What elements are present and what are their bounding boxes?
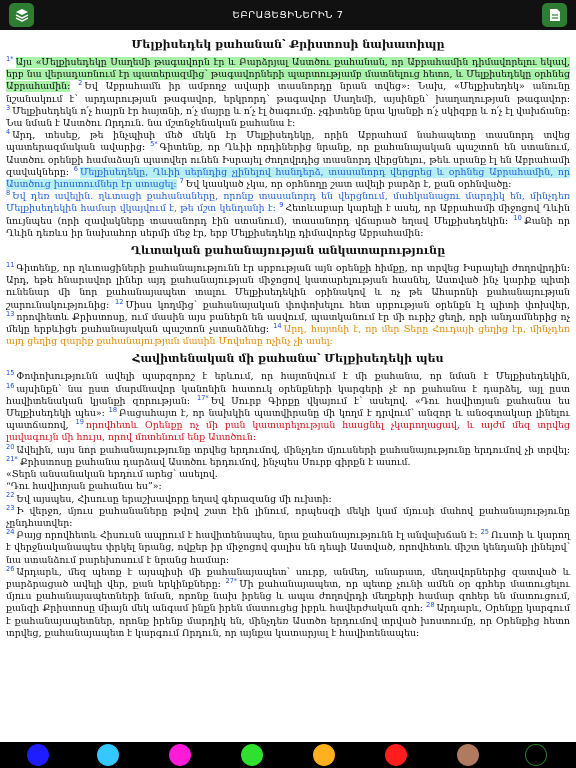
verse-text[interactable]: Բացահայտ է, որ նախկին պատվիրանը մի կողմ է դրվում՝ անզոր և անօգտակար լինելու պատճառով,	[6, 408, 571, 432]
verse-number[interactable]: 19	[75, 418, 84, 427]
verse-number[interactable]: 17*	[197, 393, 209, 402]
verse-number[interactable]: 22	[6, 491, 15, 500]
section-heading: Մելքիսեդեկ քահանան՝ Քրիստոսի նախատիպը	[131, 38, 445, 51]
color-swatch-orange[interactable]	[313, 744, 335, 766]
verse-text[interactable]: այսինքն՝ նա ըստ մարմնավոր կանոնին հատուկ օրենքների կարգերի չէ որ քահանա է դարձել, այլ ըստ հավիտենական կյանքի զորության:	[6, 383, 570, 407]
color-swatch-sky[interactable]	[97, 744, 119, 766]
chapter-title[interactable]: ԵԲՐԱՅԵՑԻՆԵՐԻՆ 7	[232, 9, 344, 21]
verse-text[interactable]: Փոփոխությունն ավելի պարզորոշ է երևում, որ հայտնվում է մի քահանա, որ նման է Մելքիսեդեկին,	[16, 371, 570, 383]
color-swatch-red[interactable]	[385, 744, 407, 766]
paragraph	[6, 371, 570, 444]
paragraph	[6, 481, 570, 493]
color-swatch-brown[interactable]	[457, 744, 479, 766]
paragraph	[6, 491, 570, 506]
verse-number[interactable]: 15	[6, 369, 15, 378]
color-swatch-none[interactable]	[525, 744, 547, 766]
verse-text[interactable]: Եվ կասկած չկա, որ օրհնողը շատ ավելի բարձր է, քան օրհնվածը:	[185, 179, 512, 191]
verse-number[interactable]: 23	[6, 503, 15, 512]
section-heading: Հավիտենական մի քահանա՝ Մելքիսեդեկի պես	[132, 352, 444, 366]
verse-text[interactable]: Գիտենք, որ Ղևիի որդիներից նրանք, որ քահանայական պաշտոն են ստանում, Աստծու օրենքի համաձայն պատվեր ունեն Իսրայել ժողովրդից տասնորդ վերցնելու, թեև սրանք էլ են Աբրահամի զավակները:	[6, 142, 570, 178]
verse-text[interactable]: որովհետև Օրենքը ոչ մի բան կատարելության հասցնել չկարողացավ, և այժմ մեզ տրվեց լավագույն մի հույս, որով մոտենում ենք Աստծուն:	[6, 420, 570, 444]
verse-text[interactable]: Քանի որ Ղևին դեռևս իր նախահոր սերմի մեջ էր, երբ Մելքիսեդեկը դիմավորեց Աբրահամին:	[6, 215, 570, 239]
verse-number[interactable]: 4	[6, 128, 11, 137]
paragraph	[6, 503, 570, 530]
verse-text[interactable]: Արդարև, մեզ պետք է այսպիսի մի քահանայապետ՝ սուրբ, անմեղ, անարատ, մեղավորներից զատված և բարձրացած ավելի վեր, քան երկինքները:	[6, 566, 570, 590]
paragraph	[6, 130, 570, 191]
color-swatch-blue[interactable]	[27, 744, 49, 766]
verse-text[interactable]: Այս «Մելքիսեդեկը Սաղեմի թագավորն էր և Բարձրյալ Աստծու քահանան, որ Աբրահամին դիմավորելու եկավ, երբ նա վերադառնում էր պատերազմից՝ թագավորների պարտությամբ մատնելուց հետո, և Մելքիսեդեկը օրհնեց Աբրահամին:	[6, 57, 570, 93]
verse-text[interactable]: Արդ, հայտնի է, որ մեր Տերը Հուդայի ցեղից էր, մինչդեռ այդ ցեղից զարիք քահանայության մասին Մովսեսը ոչինչ չի ասել:	[6, 324, 570, 348]
verse-text[interactable]: որովհետև Քրիստոսը, ում մասին այս բաներն են ասվում, պատկանում էր մի ուրիշ ցեղի, որի անդամներից ոչ մեկը երբևիցե քահանայական պաշտոն չստանձնեց:	[6, 311, 570, 336]
verse-number[interactable]: 2	[78, 79, 83, 88]
verse-number[interactable]: 25	[480, 527, 489, 536]
verse-number[interactable]: 8	[6, 189, 11, 198]
color-swatch-magenta[interactable]	[169, 744, 191, 766]
verse-number[interactable]: 1*	[6, 54, 14, 63]
verse-text[interactable]: “Դու հավիտյան քահանա ես”»:	[6, 481, 162, 493]
verse-text[interactable]: «Տերն անսանական երդում արեց՝ ասելով.	[6, 469, 218, 481]
verse-text[interactable]: Ուստի և կարող է վերջնականապես փրկել նրանց, ովքեր իր միջոցով գալիս են դեպի Աստված, որովհետև միշտ կենդանի լինելով՝ նա ստանձում բարեխոսում է նրանց համար:	[6, 530, 570, 566]
verse-number[interactable]: 11	[6, 260, 15, 269]
verse-number[interactable]: 18	[108, 405, 118, 414]
paragraph	[6, 527, 570, 567]
verse-text[interactable]: Եվ Սուրբ Գիրքը վկայում է՝ ասելով. «Դու հավիտյան քահանա ես Մելքիսեդեկի պես»:	[6, 395, 570, 420]
verse-text[interactable]: Հետևաբար կարելի է ասել, որ Աբրահամի միջոցով Ղևին նույնպես (որի զավակները տասանորդ էին ստանում), տասանորդ վճարած եղավ Մելքիսեդեկին:	[6, 203, 570, 227]
paragraph	[6, 260, 570, 348]
verse-number[interactable]: 6	[73, 164, 78, 173]
paragraph	[6, 191, 570, 240]
verse-text[interactable]: Մելքիսեդեկն ո՛չ հայրն էր հայտնի, ո՛չ մայրը և ո՛չ էլ ծագումը. չգիտենք նրա կյանքի ո՛չ սկիզբը և ո՛չ էլ վախճանը: Նա նման է Աստծու Որդուն. նա մշտնջենական քահանա է:	[6, 105, 570, 130]
section-heading: Ղևտական քահանայության անկատարությունը	[130, 244, 446, 258]
verse-text[interactable]: Եվ այսպես, Հիսուսը երաշխավորը եղավ գերազանց մի ուխտի:	[16, 493, 332, 505]
verse-number[interactable]: 28	[426, 601, 435, 610]
verse-number[interactable]: 21*	[6, 454, 18, 463]
chapter-content[interactable]	[0, 30, 576, 742]
verse-number[interactable]: 14	[273, 321, 282, 330]
verse-number[interactable]: 10	[513, 213, 522, 222]
verse-number[interactable]: 7	[179, 176, 184, 185]
verse-number[interactable]: 16	[6, 381, 15, 390]
paragraph	[6, 54, 570, 130]
verse-text[interactable]: Բայց որովհետև Հիսուսն ապրում է հավիտենապես, նրա քահանայությունն էլ անվախճան է:	[16, 530, 478, 542]
verse-text[interactable]: Գիտենք, որ ղևտացիների քահանայությունն էր սրբության այն օրենքի հիմքը, որ տրվեց Իսրայելի ժողովրդին: Արդ, եթե հնարավոր լիներ այդ քահանայության միջոցով կատարելության հասնել, Աստված ինչ կարիք պիտի ունենար մի նոր քահանայապետ տալու Մելքիսեդեկին օրինակով և ոչ թե Ահարոնի քահանայության շարունակությունից:	[6, 263, 570, 311]
verse-number[interactable]: 5*	[150, 140, 158, 149]
verse-text[interactable]: Միսս կողմից՝ քահանայական փոփոխելու հետ սրբության օրենքն էլ պիտի փոխվեր,	[125, 299, 570, 311]
verse-text[interactable]: Մելքիսեդեկը, Ղևիի սերնդից չլինելով հանդերձ, տասանորդ վերցրեց և օրհնեց Աբրահամին, որ Աստծուց խոստումներ էր ստացել:	[6, 166, 571, 191]
verse-number[interactable]: 20	[6, 442, 15, 451]
verse-text[interactable]: Ի վերջո, մյուս քահանաները թվով շատ էին լինում, որպեսզի մեկի կամ մյուսի մահով քահանայությունը չընդհատվեր:	[6, 505, 570, 529]
document-button[interactable]	[542, 3, 567, 27]
verse-number[interactable]: 3	[6, 103, 11, 112]
paragraph	[6, 564, 571, 640]
verse-text[interactable]: Արդ, տեսեք, թե ինչպիսի մեծ մեկն էր Մելքիսեդեկը, որին Աբրահամ նահապետը տասնորդ տվեց պատերազմական ավարից:	[6, 130, 570, 154]
verse-number[interactable]: 9	[279, 201, 284, 210]
verse-number[interactable]: 13	[6, 309, 15, 318]
verse-text[interactable]: Եվ դեռ ավելին. ղևտացի քահանաները, որոնք տասանորդ են վերցնում, մահկանացու մարդիկ են, մինչդեռ Մելքիսեդեկին համար վկայվում է, թե մշտ կենդանի է:	[6, 191, 570, 215]
paragraph	[6, 442, 570, 469]
highlight-color-palette	[0, 742, 576, 768]
verse-text[interactable]: Քրիստոսը քահանա դարձավ Աստծու երդումով, ինչպես Սուրբ գիրքն է ասում.	[19, 456, 411, 468]
layers-button[interactable]	[9, 3, 34, 27]
color-swatch-green[interactable]	[241, 744, 263, 766]
verse-text[interactable]: Մի քահանայապետ, որ պետք չունի ամեն օր գրհեր մատուցելու մյուս քահանայապետների նման, որոնք նախ իրենց և ապա ժողովրդի մեղքերի համար զոհեր են մատուցում, քանզի Քրիստոսը միայն մեկ անգամ ինքն իրեն մատուցեց իբրև հավերժական զոհ:	[6, 578, 571, 615]
top-bar	[0, 0, 576, 30]
verse-text[interactable]: Եվ Աբրահամն իր ամբողջ ավարի տասնորդը նրան տվեց»: Նախ, «Մելքիսեդեկ» անունը նշանակում է՝ արդարության թագավոր, երկրորդ՝ թագավոր Սաղեմի, այսինքն՝ խաղաղության թագավոր:	[6, 81, 570, 105]
verse-number[interactable]: 12	[115, 297, 124, 306]
document-icon	[549, 8, 561, 22]
verse-text[interactable]: Արդարև, Օրենքը կարգում է քահանայապետներ, որոնք իրենք մարդիկ են, մինչդեռ Աստծո երդումով տրված խոստումը, որ Օրենքից հետո տրվեց, քահանայապետ է կարգում Որդուն, որ այնքա կատարյալ է հավիտենապես:	[6, 603, 570, 639]
verse-text[interactable]: Ավելին, այս նոր քահանայությունը տրվեց երդումով, մինչդեռ մյուսների քահանայությունը երդումով չի տրվել:	[16, 444, 570, 456]
layers-icon	[15, 8, 29, 22]
verse-number[interactable]: 26	[6, 564, 15, 573]
verse-number[interactable]: 24	[6, 527, 15, 536]
verse-number[interactable]: 27*	[225, 576, 238, 585]
paragraph	[6, 469, 570, 481]
